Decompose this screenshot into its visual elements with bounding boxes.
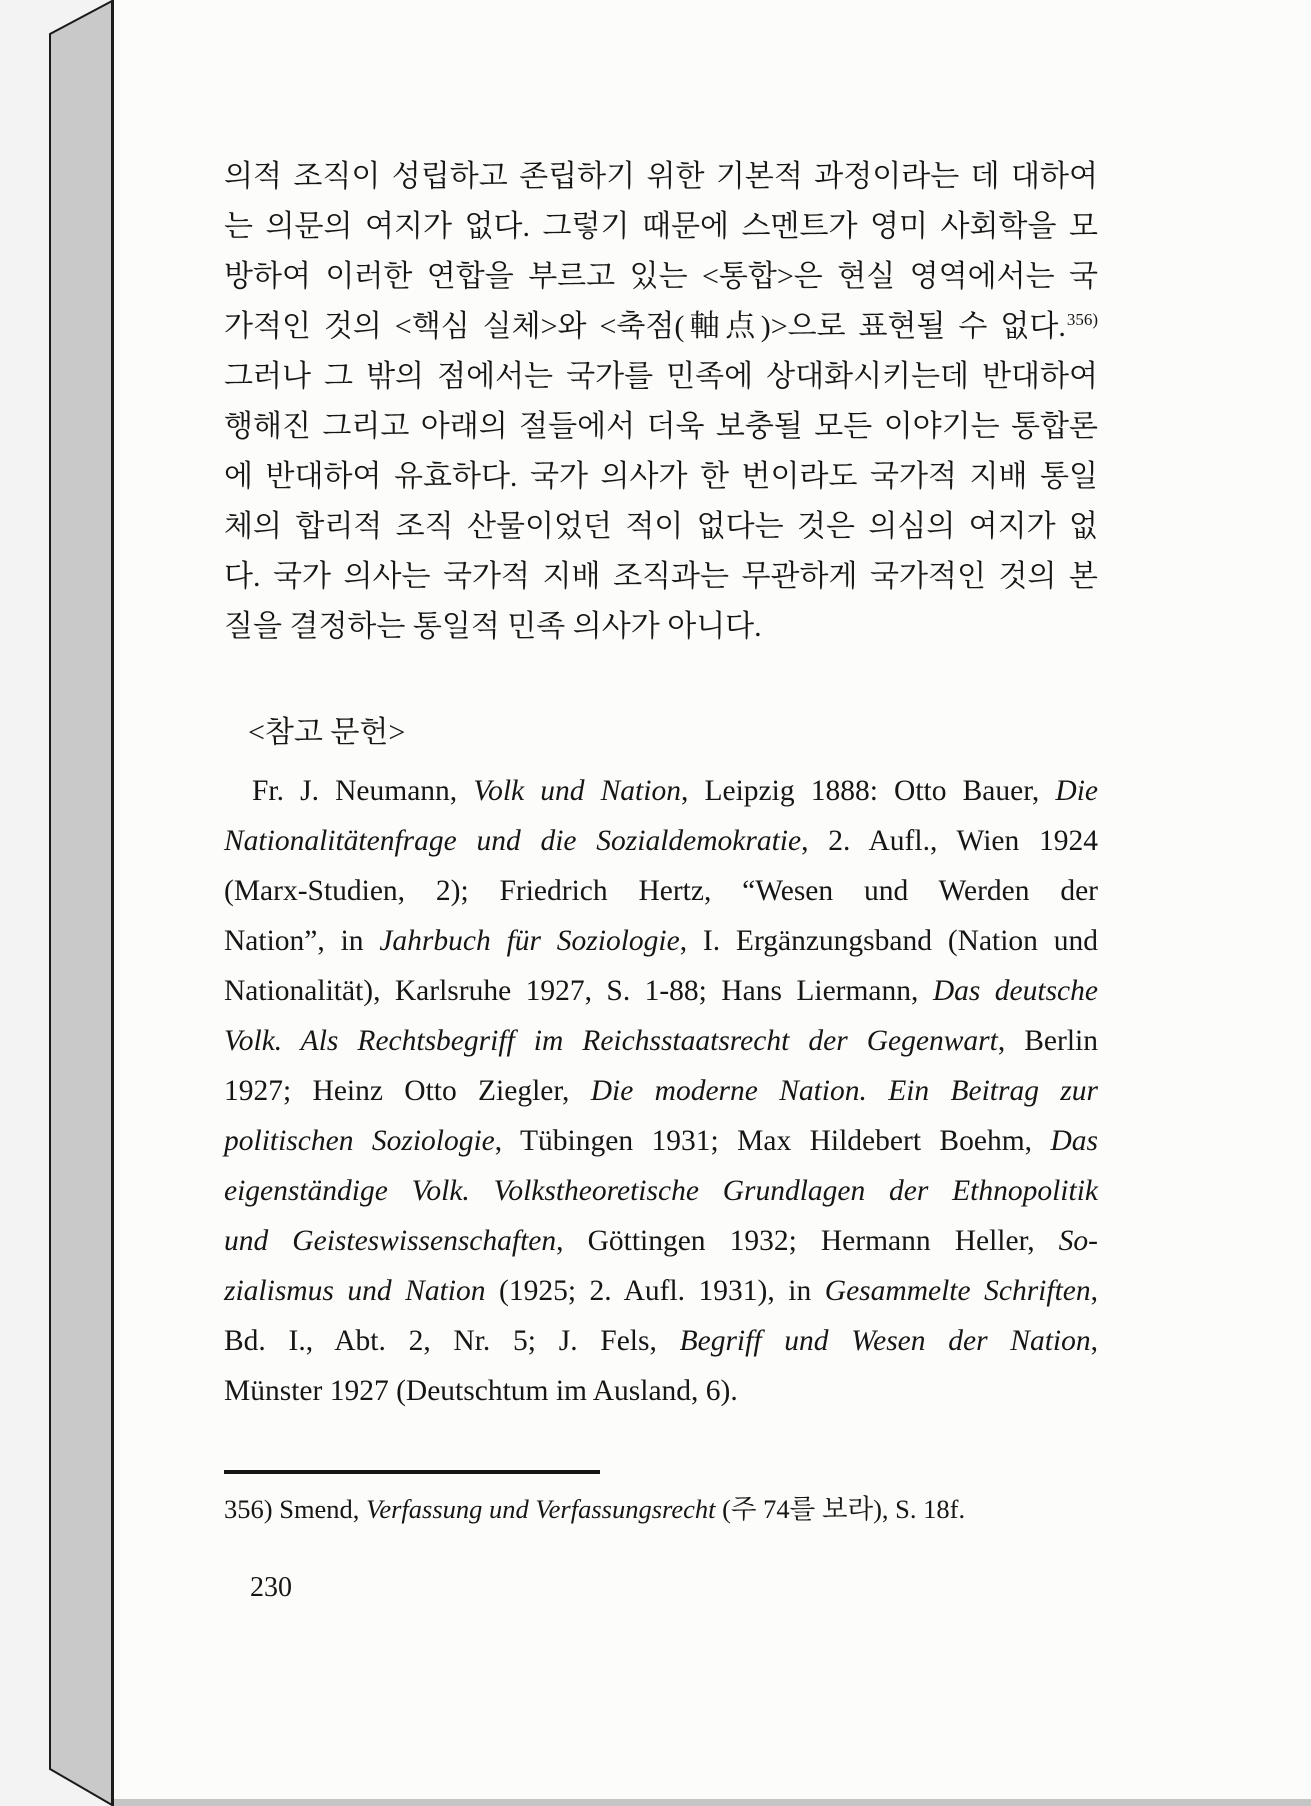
- footnote: [224, 1487, 1098, 1531]
- italic-text: eigenständige Volk. Volkstheoretische Grundlagen der Ethnopolitik: [224, 1175, 1098, 1207]
- text-segment: Nationalität), Karlsruhe 1927, S. 1-88; Hans Liermann,: [224, 975, 933, 1007]
- italic-text: Gesammelte Schriften: [824, 1275, 1091, 1307]
- italic-text: Volk und Nation: [473, 775, 681, 807]
- text-line: [224, 402, 1098, 452]
- italic-text: Begriff und Wesen der Nation: [679, 1325, 1091, 1357]
- page-bottom-edge: [114, 1799, 1311, 1806]
- text-segment: , Leipzig 1888: Otto Bauer,: [680, 775, 1056, 807]
- text-segment: , 2. Aufl., Wien 1924: [801, 825, 1098, 857]
- text-line: [224, 1216, 1098, 1266]
- text-segment: 의적 조직이 성립하고 존립하기 위한 기본적 과정이라는 데 대하여: [224, 160, 1098, 193]
- bibliography: [224, 766, 1098, 1416]
- italic-text: und Geisteswissenschaften: [224, 1225, 557, 1257]
- text-line: [224, 552, 1098, 602]
- text-line: [224, 452, 1098, 502]
- text-segment: , Göttingen 1932; Hermann Heller,: [556, 1225, 1059, 1257]
- text-segment: , Tübingen 1931; Max Hildebert Boehm,: [494, 1125, 1051, 1157]
- page-content: [224, 152, 1098, 1613]
- text-line: [224, 1366, 1098, 1416]
- text-segment: 체의 합리적 조직 산물이었던 적이 없다는 것은 의심의 여지가 없: [224, 510, 1098, 543]
- page: [112, 0, 1311, 1806]
- body-paragraph: [224, 152, 1098, 652]
- text-segment: Bd. I., Abt. 2, Nr. 5; J. Fels,: [224, 1325, 680, 1357]
- text-line: [224, 1487, 1098, 1531]
- text-line: [224, 252, 1098, 302]
- text-segment: 1927; Heinz Otto Ziegler,: [224, 1075, 591, 1107]
- text-line: [224, 1266, 1098, 1316]
- text-line: [224, 866, 1098, 916]
- text-segment: ,: [1090, 1325, 1099, 1357]
- italic-text: Nationalitätenfrage und die Sozialdemokratie: [224, 825, 802, 857]
- text-segment: Münster 1927 (Deutschtum im Ausland, 6).: [224, 1375, 738, 1407]
- text-segment: 다. 국가 의사는 국가적 지배 조직과는 무관하게 국가적인 것의 본: [224, 560, 1098, 593]
- text-line: [224, 916, 1098, 966]
- page-edge-polygon: [50, 1, 112, 1805]
- italic-text: Volk. Als Rechtsbegriff im Reichsstaatsrecht der Gegenwart: [224, 1025, 998, 1057]
- text-segment: 방하여 이러한 연합을 부르고 있는 <통합>은 현실 영역에서는 국: [224, 260, 1098, 293]
- text-segment: 356) Smend,: [224, 1494, 367, 1524]
- text-segment: ,: [1090, 1275, 1098, 1307]
- italic-text: politischen Soziologie: [224, 1125, 495, 1157]
- text-segment: , I. Ergänzungsband (Nation und: [679, 925, 1098, 957]
- text-line: [224, 1116, 1098, 1166]
- text-line: [224, 1316, 1098, 1366]
- italic-text: Die moderne Nation. Ein Beitrag zur: [590, 1075, 1099, 1107]
- text-segment: 가적인 것의 <핵심 실체>와 <축점(軸点)>으로 표현될 수 없다.: [224, 310, 1066, 343]
- text-line: [224, 816, 1098, 866]
- text-segment: Nation”, in: [224, 925, 380, 957]
- text-line: [224, 152, 1098, 202]
- text-line: [224, 1166, 1098, 1216]
- text-line: [224, 966, 1098, 1016]
- text-line: [224, 602, 1098, 652]
- text-segment: , Berlin: [997, 1025, 1098, 1057]
- text-line: [224, 502, 1098, 552]
- italic-text: Die: [1055, 775, 1098, 807]
- footnote-separator: [224, 1470, 600, 1474]
- italic-text: Das: [1050, 1125, 1098, 1157]
- text-line: [224, 302, 1098, 352]
- italic-text: So-: [1058, 1225, 1098, 1257]
- text-segment: 질을 결정하는 통일적 민족 의사가 아니다.: [224, 610, 762, 643]
- text-line: [224, 202, 1098, 252]
- text-segment: (1925; 2. Aufl. 1931), in: [485, 1275, 825, 1307]
- text-line: [224, 1066, 1098, 1116]
- text-line: [224, 766, 1098, 816]
- italic-text: Das deutsche: [932, 975, 1098, 1007]
- text-line: [224, 352, 1098, 402]
- text-segment: 행해진 그리고 아래의 절들에서 더욱 보충될 모든 이야기는 통합론: [224, 410, 1098, 443]
- references-header: <참고 문헌>: [248, 716, 406, 749]
- italic-text: Verfassung und Verfassungsrecht: [366, 1494, 716, 1524]
- page-number: 230: [250, 1572, 292, 1603]
- text-segment: 그러나 그 밖의 점에서는 국가를 민족에 상대화시키는데 반대하여: [224, 360, 1098, 393]
- text-segment: Fr. J. Neumann,: [252, 775, 474, 807]
- text-segment: 는 의문의 여지가 없다. 그렇기 때문에 스멘트가 영미 사회학을 모: [224, 210, 1098, 243]
- text-segment: (Marx-Studien, 2); Friedrich Hertz, “Wesen und Werden der: [224, 875, 1098, 907]
- footnote-ref: 356): [1066, 310, 1098, 329]
- text-segment: 에 반대하여 유효하다. 국가 의사가 한 번이라도 국가적 지배 통일: [224, 460, 1098, 493]
- text-line: [224, 1016, 1098, 1066]
- italic-text: zialismus und Nation: [224, 1275, 486, 1307]
- text-segment: (주 74를 보라), S. 18f.: [715, 1494, 966, 1524]
- italic-text: Jahrbuch für Soziologie: [379, 925, 680, 957]
